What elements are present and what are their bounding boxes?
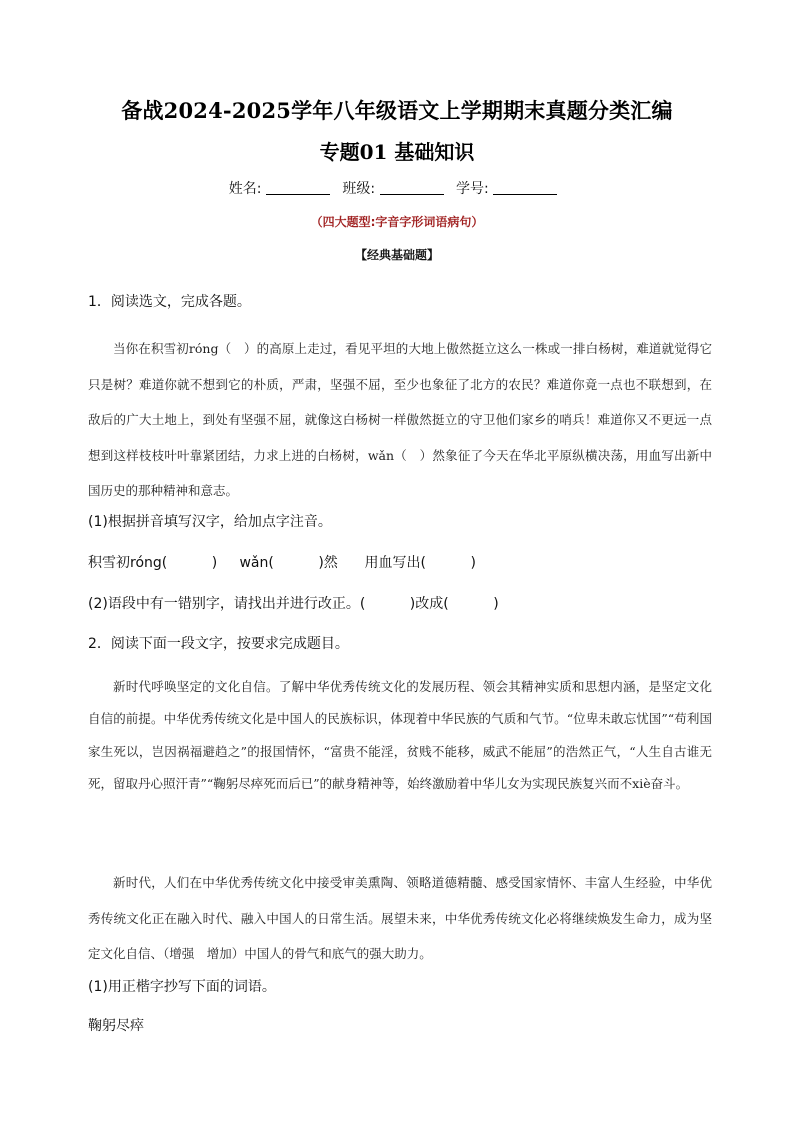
- question-types: （四大题型:字音字形词语病句）: [310, 215, 484, 229]
- question-1-sub1: (1)根据拼音填写汉字，给加点字注音。: [88, 514, 332, 530]
- name-label: 姓名:: [228, 181, 262, 197]
- class-blank[interactable]: [380, 180, 444, 195]
- question-1-sub1-answer: 积雪初róng( ) wǎn( )然 用血写出( ): [88, 555, 476, 571]
- student-info-line: [0, 178, 794, 198]
- question-1-passage: 当你在积雪初róng（ ）的高原上走过，看见平坦的大地上傲然挺立这么一株或一排白杨树，难道就觉得它只是树？难道你就不想到它的朴质，严肃，坚强不屈，至少也象征了北方的农民？难道你竟一点也不联想到，在敌后的广大土地上，到处有坚强不屈，就像这白杨树一样傲然挺立的守卫他们家乡的哨兵！难道你又不更远一点想到这样枝枝叶叶靠紧团结，力求上进的白杨树，wǎn（ ）然象征了今天在华北平原纵横决荡，用血写出新中国历史的那种精神和意志。: [88, 341, 712, 498]
- id-label: 学号:: [456, 181, 489, 197]
- question-2-passage-1: 新时代呼唤坚定的文化自信。了解中华优秀传统文化的发展历程、领会其精神实质和思想内涵，是坚定文化自信的前提。中华优秀传统文化是中国人的民族标识，体现着中华民族的气质和气节。“位卑未敢忘忧国”“苟利国家生死以，岂因祸福避趋之”的报国情怀，“富贵不能淫，贫贱不能移，威武不能屈”的浩然正气，“人生自古谁无死，留取丹心照汗青”“鞠躬尽瘁死而后已”的献身精神等，始终激励着中华儿女为实现民族复兴而不xiè奋斗。: [88, 679, 712, 791]
- id-blank[interactable]: [493, 180, 557, 195]
- section-heading: 【经典基础题】: [354, 248, 439, 262]
- question-1-title: 1．阅读选文，完成各题。: [88, 294, 251, 310]
- question-1-sub2: (2)语段中有一错别字，请找出并进行改正。( )改成( ): [88, 596, 499, 612]
- class-label: 班级:: [342, 181, 376, 197]
- sub-title: 专题01 基础知识: [319, 140, 475, 164]
- question-2-sub1: (1)用正楷字抄写下面的词语。: [88, 979, 276, 995]
- question-2-title: 2．阅读下面一段文字，按要求完成题目。: [88, 636, 349, 652]
- copy-word: 鞠躬尽瘁: [88, 1018, 144, 1034]
- main-title: 备战2024-2025学年八年级语文上学期期末真题分类汇编: [121, 98, 673, 123]
- question-2-passage-2: 新时代，人们在中华优秀传统文化中接受审美熏陶、领略道德精髓、感受国家情怀、丰富人生经验，中华优秀传统文化正在融入时代、融入中国人的日常生活。展望未来，中华优秀传统文化必将继续焕发生命力，成为坚定文化自信、（增强 增加）中国人的骨气和底气的强大助力。: [88, 875, 712, 961]
- name-blank[interactable]: [266, 180, 330, 195]
